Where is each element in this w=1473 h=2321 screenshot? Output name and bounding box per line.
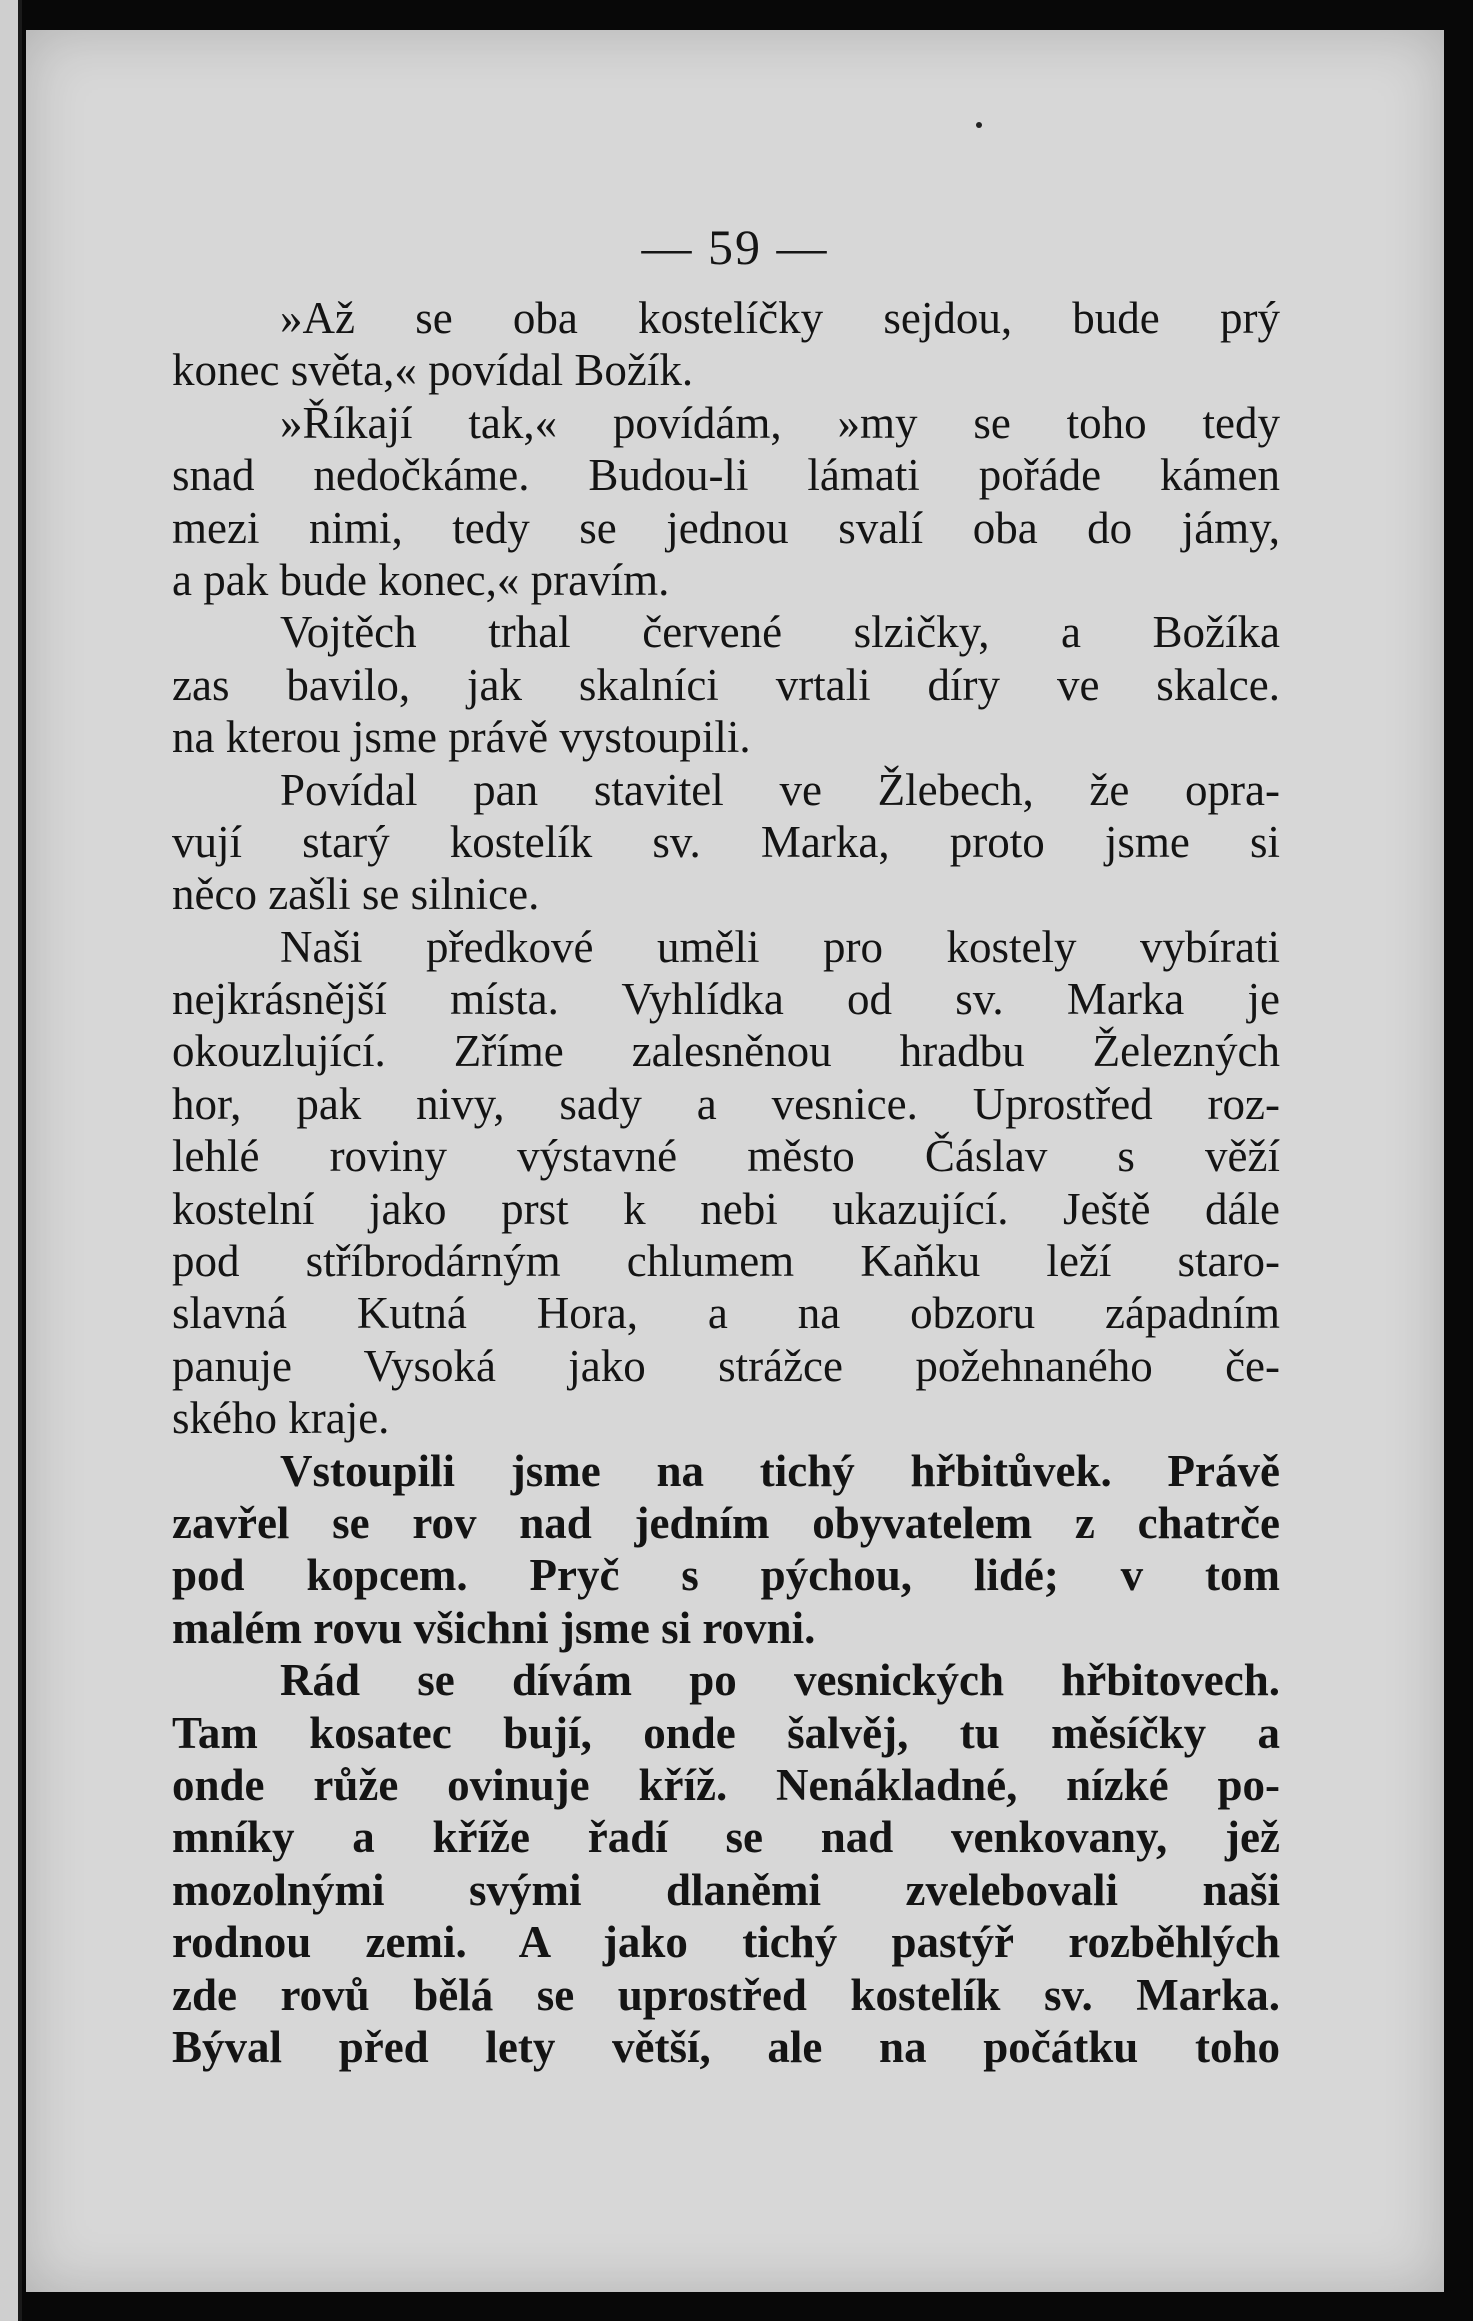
paragraph — [172, 764, 1280, 921]
paragraph — [172, 1445, 1280, 1655]
text-line: Tam kosatec bují, onde šalvěj, tu měsíčky a — [172, 1707, 1280, 1758]
text-line: hor, pak nivy, sady a vesnice. Uprostřed roz- — [172, 1078, 1280, 1129]
text-line: vují starý kostelík sv. Marka, proto jsme si — [172, 816, 1280, 867]
text-line: kostelní jako prst k nebi ukazující. Ještě dále — [172, 1183, 1280, 1234]
paragraph — [172, 606, 1280, 763]
text-line: onde růže ovinuje kříž. Nenákladné, nízké po- — [172, 1759, 1280, 1810]
text-line: »Říkají tak,« povídám, »my se toho tedy — [280, 397, 1280, 448]
text-line: rodnou zemi. A jako tichý pastýř rozběhlých — [172, 1917, 1280, 1968]
text-line: mníky a kříže řadí se nad venkovany, jež — [172, 1812, 1280, 1863]
text-line: Naši předkové uměli pro kostely vybírati — [280, 921, 1280, 972]
text-line: něco zašli se silnice. — [172, 869, 540, 920]
text-line: Býval před lety větší, ale na počátku toho — [172, 2021, 1280, 2072]
text-line: okouzlující. Zříme zalesněnou hradbu Železných — [172, 1026, 1280, 1077]
paragraph — [172, 397, 1280, 607]
ink-speck — [976, 122, 982, 128]
text-line: slavná Kutná Hora, a na obzoru západním — [172, 1288, 1280, 1339]
page-number: — 59 — — [641, 219, 829, 275]
text-line: nejkrásnější místa. Vyhlídka od sv. Marka je — [172, 974, 1280, 1025]
text-line: »Až se oba kostelíčky sejdou, bude prý — [280, 293, 1280, 343]
text-line: na kterou jsme právě vystoupili. — [172, 712, 751, 763]
text-line: zas bavilo, jak skalníci vrtali díry ve skalce. — [172, 659, 1280, 710]
text-line: mezi nimi, tedy se jednou svalí oba do jámy, — [172, 502, 1280, 553]
text-line: konec světa,« povídal Božík. — [172, 345, 694, 396]
text-line: ského kraje. — [172, 1393, 390, 1444]
paragraph — [172, 1654, 1280, 2073]
text-line: mozolnými svými dlaněmi zvelebovali naši — [172, 1864, 1280, 1915]
text-line: zde rovů bělá se uprostřed kostelík sv. Marka. — [172, 1969, 1280, 2020]
text-line: Vstoupili jsme na tichý hřbitůvek. Právě — [280, 1445, 1280, 1496]
text-line: Rád se dívám po vesnických hřbitovech. — [280, 1655, 1280, 1706]
text-line: zavřel se rov nad jedním obyvatelem z chatrče — [172, 1497, 1280, 1548]
text-line: a pak bude konec,« pravím. — [172, 554, 670, 605]
text-line: lehlé roviny výstavné město Čáslav s věží — [172, 1131, 1280, 1182]
text-line: Vojtěch trhal červené slzičky, a Božíka — [280, 607, 1280, 658]
body-text — [172, 292, 1280, 2073]
text-line: panuje Vysoká jako strážce požehnaného če- — [172, 1340, 1280, 1391]
text-line: pod stříbrodárným chlumem Kaňku leží staro- — [172, 1236, 1280, 1287]
text-line: malém rovu všichni jsme si rovni. — [172, 1602, 816, 1653]
text-line: pod kopcem. Pryč s pýchou, lidé; v tom — [172, 1550, 1280, 1601]
facing-page-edge — [0, 0, 22, 2321]
paragraph — [172, 921, 1280, 1445]
text-line: Povídal pan stavitel ve Žlebech, že opra- — [280, 764, 1280, 815]
text-line: snad nedočkáme. Budou-li lámati pořáde kámen — [172, 450, 1280, 501]
paragraph — [172, 292, 1280, 397]
